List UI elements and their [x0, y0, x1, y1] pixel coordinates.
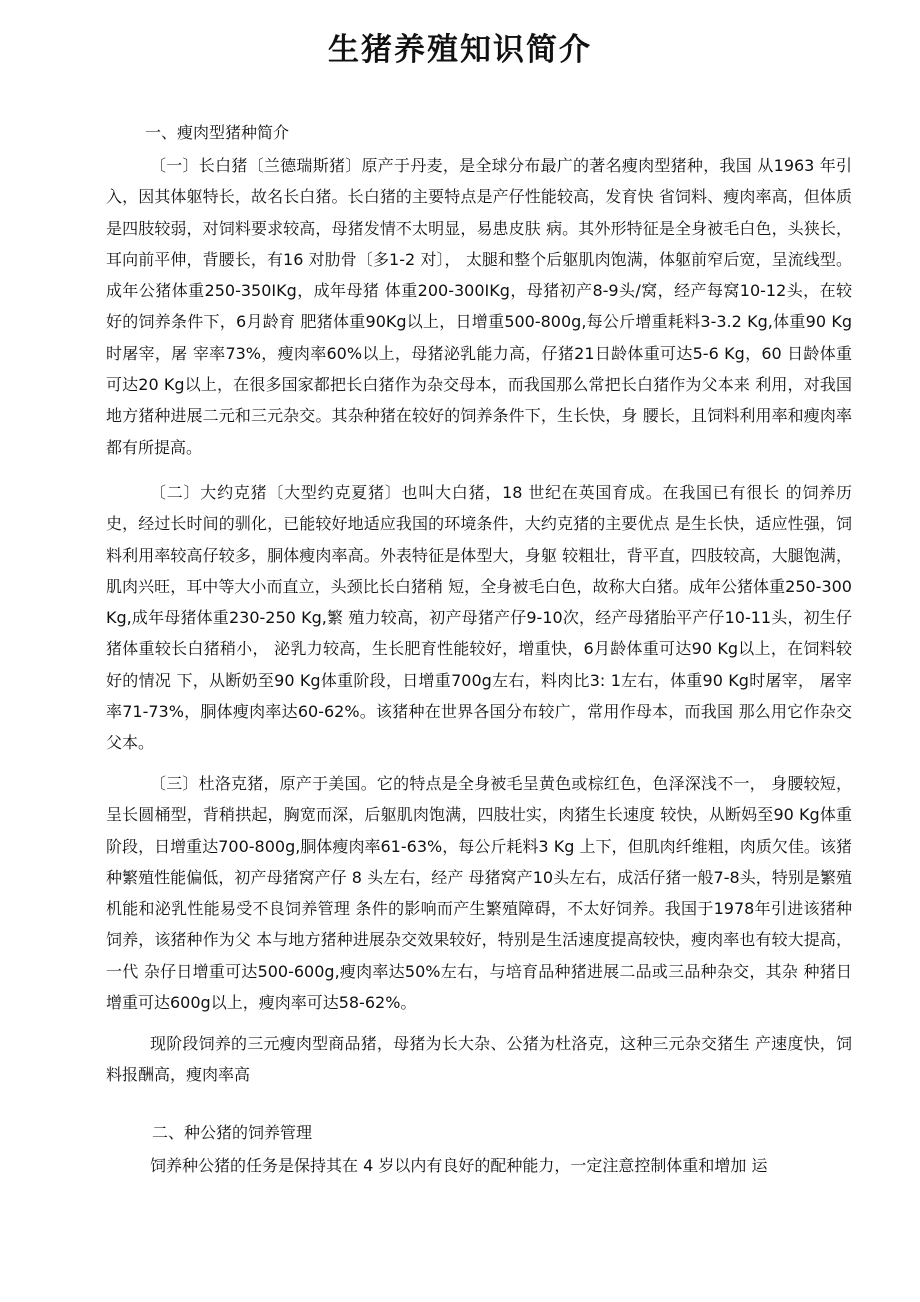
- paragraph-boar-care: 饲养种公猪的任务是保持其在 4 岁以内有良好的配种能力，一定注意控制体重和增加 运: [150, 1156, 768, 1175]
- document-title: 生猪养殖知识简介: [328, 32, 592, 68]
- paragraph-large-white: 〔二〕大约克猪〔大型约克夏猪〕也叫大白猪，18 世纪在英国育成。在我国已有很长 的饲养历史，经过长时间的驯化，已能较好地适应我国的环境条件，大约克猪的主要优点 是生长快，适应性强，饲料利用率较高仔较多，胴体瘦肉率高。外表特征是体型大，身躯 较粗壮，背平直，四肢较高，大腿饱满，肌肉兴旺，耳中等大小而直立，头颈比长白猪稍 短，全身被毛白色，故称大白猪。成年公猪体重250-300 Kg,成年母猪体重230-250 Kg,繁 殖力较高，初产母猪产仔9-10次，经产母猪胎平产仔10-11头，初生仔猪体重较长白猪稍小， 泌乳力较高，生长肥育性能较好，增重快，6月龄体重可达90 Kg以上，在饲料较好的情况 下，从断奶至90 Kg体重阶段，日增重700g左右，料肉比3: 1左右，体重90 Kg时屠宰， 屠宰率71-73%，胴体瘦肉率达60-62%。该猪种在世界各国分布较广，常用作母本，而我国 那么用它作杂交父本。: [106, 483, 852, 753]
- paragraph-duroc: 〔三〕杜洛克猪，原产于美国。它的特点是全身被毛呈黄色或棕红色，色泽深浅不一， 身腰较短，呈长圆桶型，背稍拱起，胸宽而深，后躯肌肉饱满，四肢壮实，肉猪生长速度 较快，从断妈至90 Kg体重阶段，日增重达700-800g,胴体瘦肉率61-63%，每公斤耗料3 Kg 上下，但肌肉纤维粗，肉质欠佳。该猪种繁殖性能偏低，初产母猪窝产仔 8 头左右，经产 母猪窝产10头左右，成活仔猪一般7-8头，特别是繁殖机能和泌乳性能易受不良饲养管理 条件的影响而产生繁殖障碍，不太好饲养。我国于1978年引进该猪种饲养，该猪种作为父 本与地方猪种进展杂交效果较好，特别是生活速度提高较快，瘦肉率也有较大提高，一代 杂仔日增重可达500-600g,瘦肉率达50%左右，与培育品种猪进展二品或三品种杂交，其杂 种猪日增重可达600g以上，瘦肉率可达58-62%。: [106, 774, 852, 1013]
- section-heading-boar-management: 二、种公猪的饲养管理: [152, 1123, 313, 1142]
- section-heading-lean-pig-breeds: 一、瘦肉型猪种简介: [145, 123, 290, 142]
- paragraph-three-way-cross: 现阶段饲养的三元瘦肉型商品猪，母猪为长大杂、公猪为杜洛克，这种三元杂交猪生 产速度快，饲料报酬高，瘦肉率高: [106, 1034, 852, 1085]
- paragraph-landrace: 〔一〕长白猪〔兰德瑞斯猪〕原产于丹麦，是全球分布最广的著名瘦肉型猪种，我国 从1963 年引入，因其体躯特长，故名长白猪。长白猪的主要特点是产仔性能较高，发育快 省饲料、瘦肉率高，但体质是四肢较弱，对饲料要求较高，母猪发情不太明显，易患皮肤 病。其外形特征是全身被毛白色，头狭长，耳向前平伸，背腰长，有16 对肋骨〔多1-2 对〕， 太腿和整个后躯肌肉饱满，体躯前窄后宽，呈流线型。成年公猪体重250-350IKg，成年母猪 体重200-300IKg，母猪初产8-9头/窝，经产每窝10-12头，在较好的饲养条件下，6月龄育 肥猪体重90Kg以上，日增重500-800g,每公斤增重耗料3-3.2 Kg,体重90 Kg时屠宰，屠 宰率73%，瘦肉率60%以上，母猪泌乳能力高，仔猪21日龄体重可达5-6 Kg，60 日龄体重 可达20 Kg以上，在很多国家都把长白猪作为杂交母本，而我国那么常把长白猪作为父本来 利用，对我国地方猪种进展二元和三元杂交。其杂种猪在较好的饲养条件下，生长快，身 腰长，且饲料利用率和瘦肉率都有所提高。: [106, 156, 852, 457]
